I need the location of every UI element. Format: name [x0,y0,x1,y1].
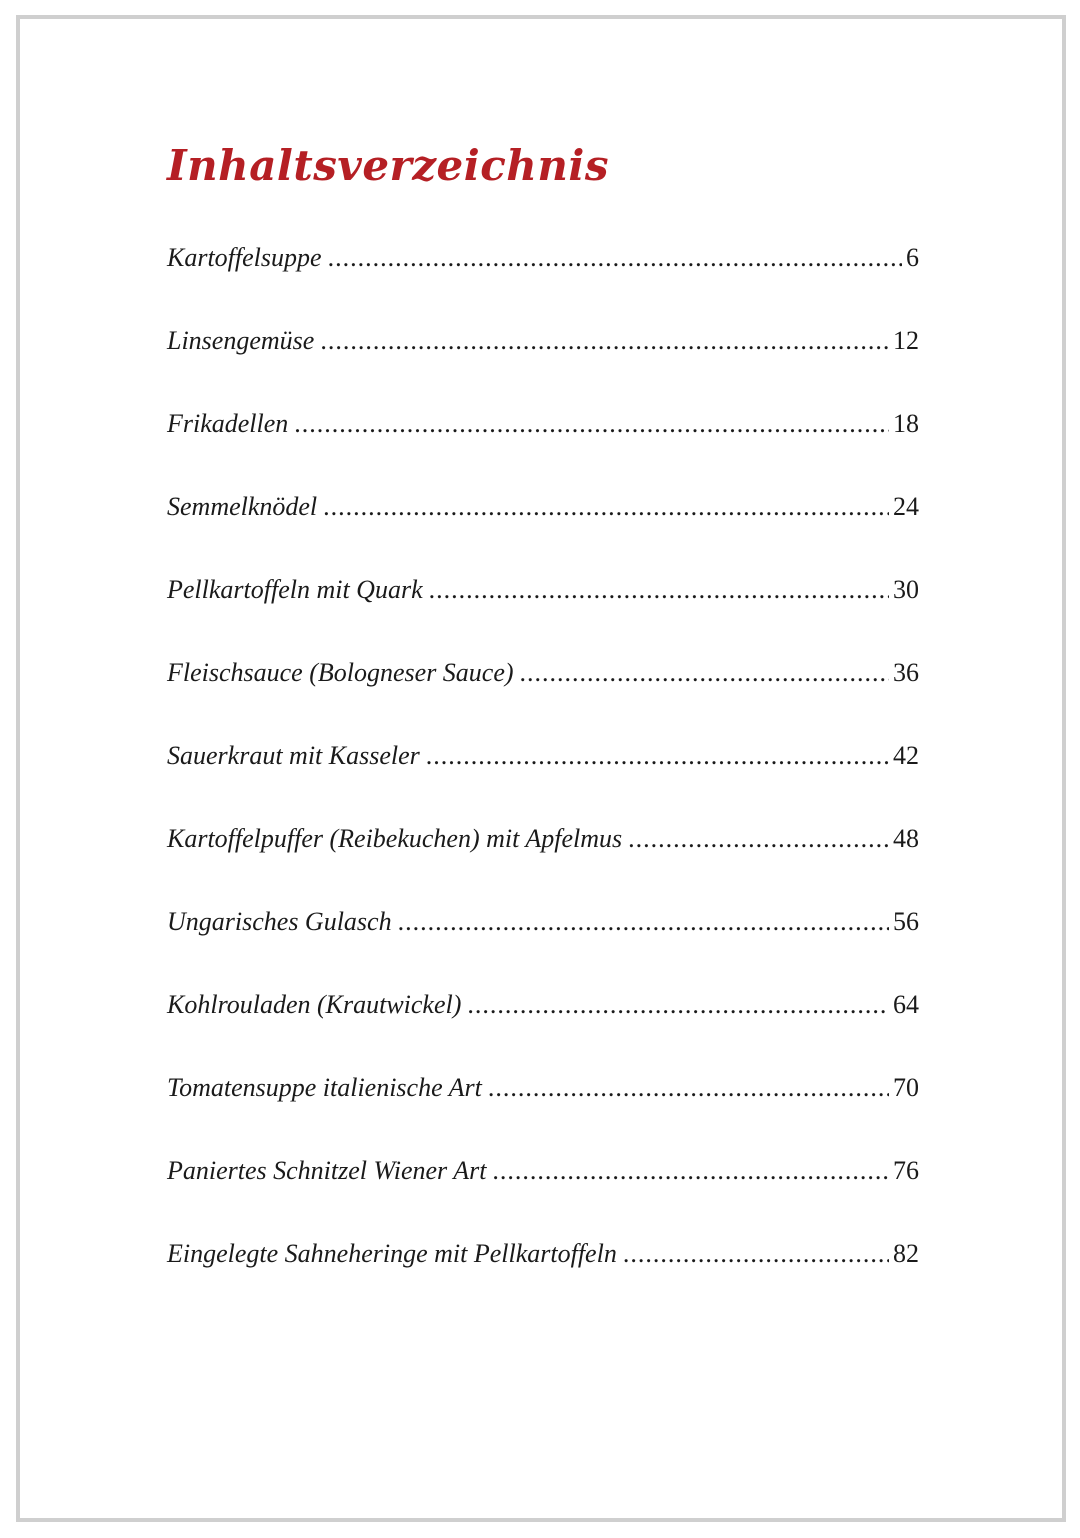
toc-entry[interactable] [167,492,919,575]
toc-entry[interactable] [167,409,919,492]
dot-leader [623,1239,889,1269]
toc-entry-page-number: 48 [893,824,919,853]
toc-entry[interactable] [167,990,919,1073]
toc-entry-page-number: 12 [893,326,919,355]
dot-leader [429,575,889,605]
toc-entry[interactable] [167,824,919,907]
toc-entry-label: Ungarisches Gulasch [167,907,392,936]
dot-leader [628,824,889,854]
toc-entry-label: Semmelknödel [167,492,318,521]
toc-entry[interactable] [167,907,919,990]
toc-entry[interactable] [167,1073,919,1156]
toc-entry-page-number: 30 [893,575,919,604]
toc-entry-page-number: 42 [893,741,919,770]
toc-entry[interactable] [167,658,919,741]
toc-entry-label: Sauerkraut mit Kasseler [167,741,420,770]
toc-entry-label: Frikadellen [167,409,289,438]
toc-entry-label: Kartoffelpuffer (Reibekuchen) mit Apfelmus [167,824,623,853]
dot-leader [426,741,889,771]
table-of-contents [167,243,919,1322]
toc-entry-label: Eingelegte Sahneheringe mit Pellkartoffeln [167,1239,617,1268]
dot-leader [328,243,902,273]
toc-entry[interactable] [167,1239,919,1322]
toc-entry-page-number: 6 [906,243,919,272]
toc-entry[interactable] [167,243,919,326]
dot-leader [294,409,889,439]
toc-entry-page-number: 76 [893,1156,919,1185]
toc-entry-label: Linsengemüse [167,326,315,355]
dot-leader [492,1156,889,1186]
toc-entry-page-number: 70 [893,1073,919,1102]
dot-leader [323,492,889,522]
toc-entry[interactable] [167,575,919,658]
toc-entry-page-number: 24 [893,492,919,521]
toc-entry-label: Fleischsauce (Bologneser Sauce) [167,658,514,687]
dot-leader [520,658,889,688]
toc-entry-label: Paniertes Schnitzel Wiener Art [167,1156,487,1185]
toc-entry-page-number: 18 [893,409,919,438]
toc-entry-page-number: 56 [893,907,919,936]
toc-entry[interactable] [167,1156,919,1239]
page-title: Inhaltsverzeichnis [167,141,609,190]
dot-leader [398,907,889,937]
toc-entry-label: Tomatensuppe italienische Art [167,1073,482,1102]
toc-entry-label: Pellkartoffeln mit Quark [167,575,423,604]
toc-entry-page-number: 36 [893,658,919,687]
document-page [16,15,1066,1522]
toc-entry-label: Kohlrouladen (Krautwickel) [167,990,462,1019]
toc-entry-page-number: 82 [893,1239,919,1268]
toc-entry-label: Kartoffelsuppe [167,243,322,272]
toc-entry[interactable] [167,741,919,824]
toc-entry-page-number: 64 [893,990,919,1019]
dot-leader [488,1073,889,1103]
dot-leader [320,326,889,356]
toc-entry[interactable] [167,326,919,409]
dot-leader [467,990,889,1020]
